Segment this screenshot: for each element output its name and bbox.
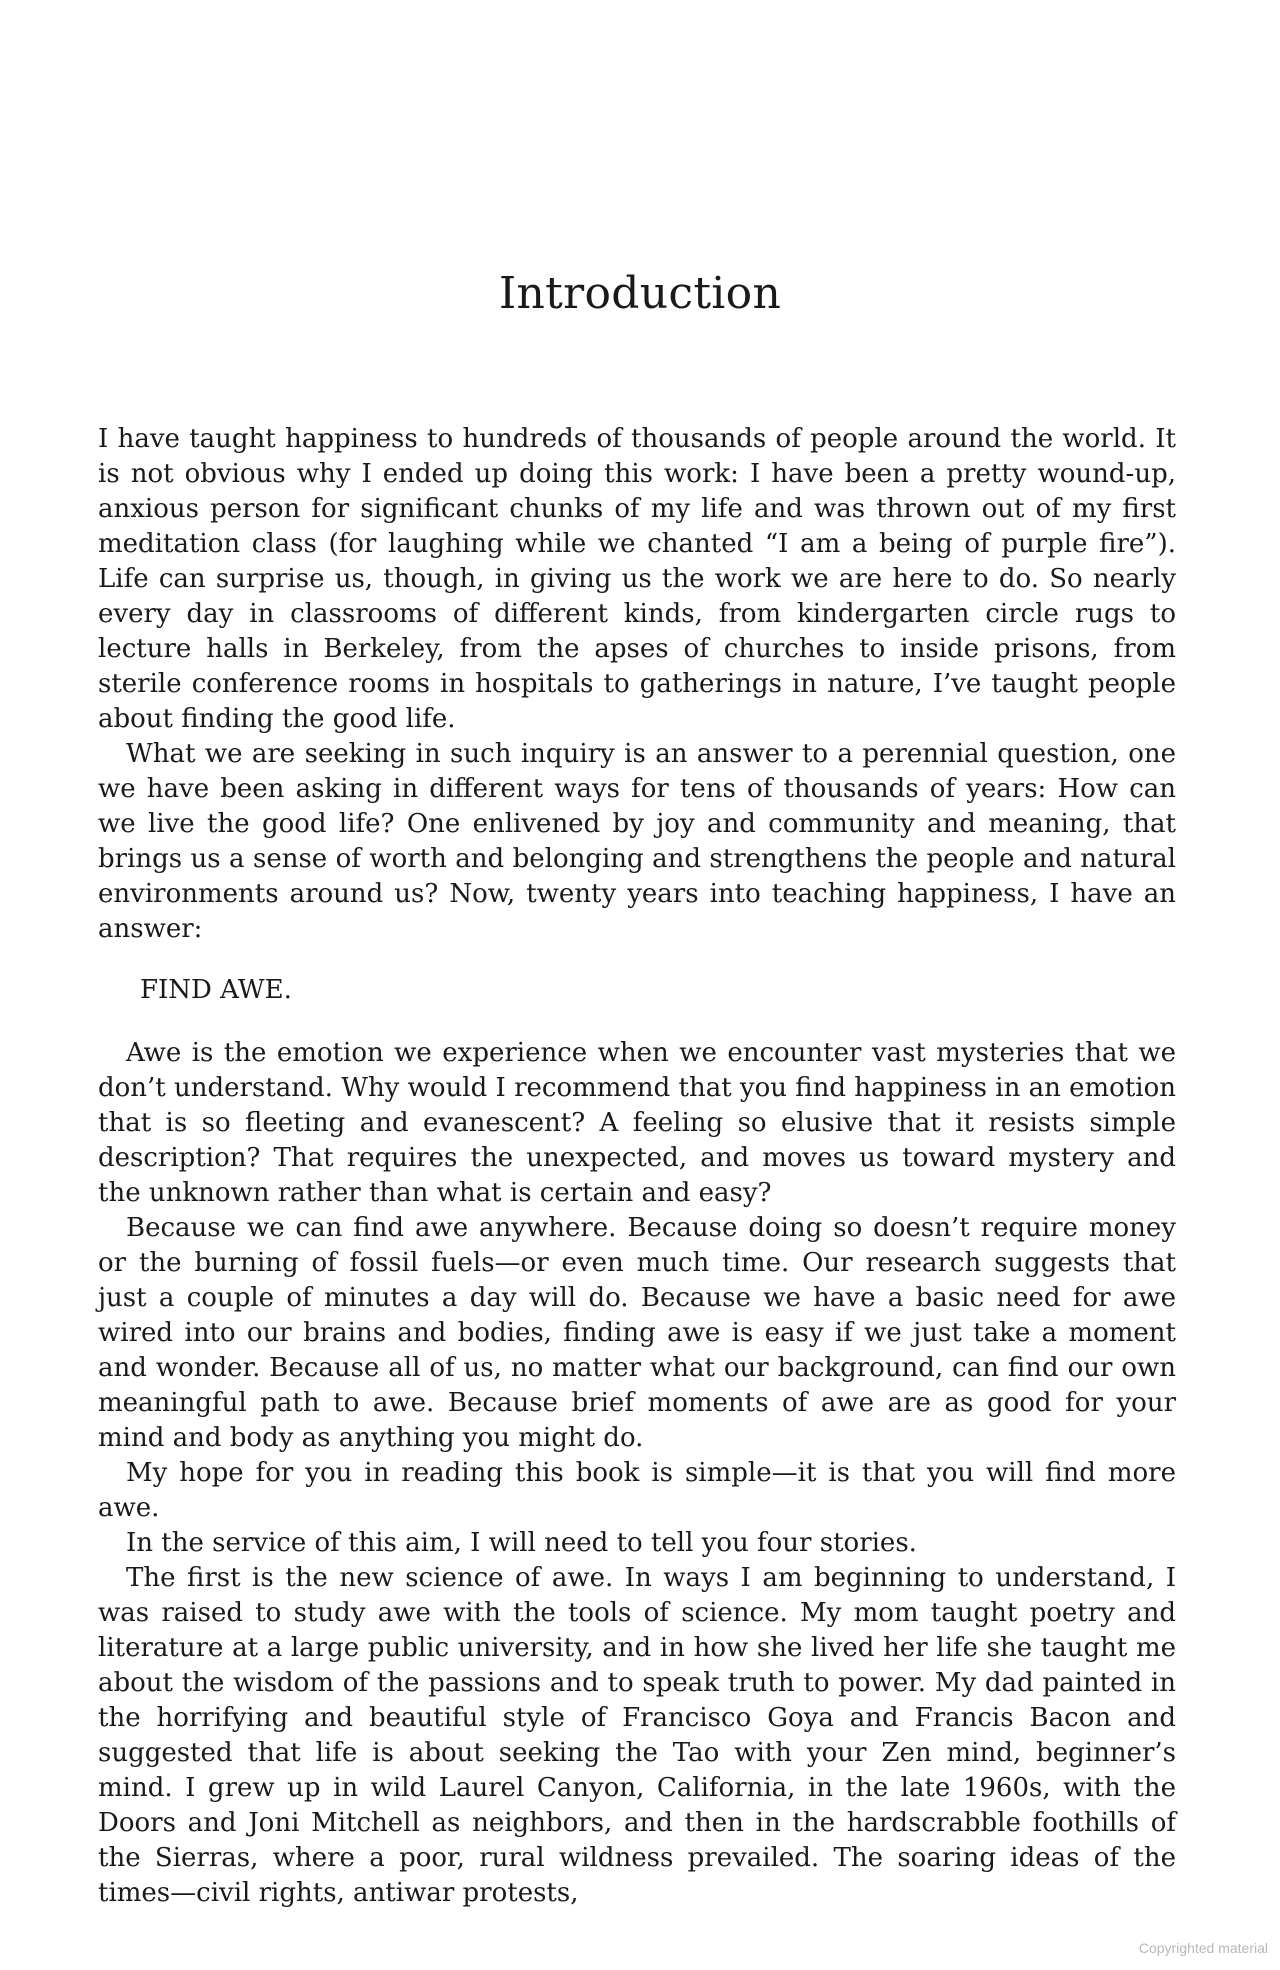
- paragraph: I have taught happiness to hundreds of thousands of people around the world. It is not obvious why I ended up doing this work: I have been a pretty wound-up, anxious person for significant chunks of my life and was thrown out of my first meditation class (for laughing while we chanted “I am a being of purple fire”). Life can surprise us, though, in giving us the work we are here to do. So nearly every day in classrooms of different kinds, from kindergarten circle rugs to lecture halls in Berkeley, from the apses of churches to inside prisons, from sterile conference rooms in hospitals to gatherings in nature, I’ve taught people about finding the good life.: [98, 424, 1176, 734]
- copyright-watermark: Copyrighted material: [1138, 1940, 1268, 1956]
- callout-line: FIND AWE.: [140, 975, 292, 1005]
- paragraph: The first is the new science of awe. In ways I am beginning to understand, I was raised to study awe with the tools of science. My mom taught poetry and literature at a large public university, and in how she lived her life she taught me about the wisdom of the passions and to speak truth to power. My dad painted in the horrifying and beautiful style of Francisco Goya and Francis Bacon and suggested that life is about seeking the Tao with your Zen mind, beginner’s mind. I grew up in wild Laurel Canyon, California, in the late 1960s, with the Doors and Joni Mitchell as neighbors, and then in the hardscrabble foothills of the Sierras, where a poor, rural wildness prevailed. The soaring ideas of the times—civil rights, antiwar protests,: [98, 1563, 1176, 1908]
- body-text: [98, 422, 1176, 1911]
- paragraph: My hope for you in reading this book is simple—it is that you will find more awe.: [98, 1458, 1176, 1523]
- paragraph: Awe is the emotion we experience when we encounter vast mysteries that we don’t understand. Why would I recommend that you find happiness in an emotion that is so fleeting and evanescent? A feeling so elusive that it resists simple description? That requires the unexpected, and moves us toward mystery and the unknown rather than what is certain and easy?: [98, 1038, 1176, 1208]
- paragraph: What we are seeking in such inquiry is an answer to a perennial question, one we have been asking in different ways for tens of thousands of years: How can we live the good life? One enlivened by joy and community and meaning, that brings us a sense of worth and belonging and strengthens the people and natural environments around us? Now, twenty years into teaching happiness, I have an answer:: [98, 739, 1176, 944]
- chapter-title: Introduction: [498, 268, 782, 319]
- paragraph: In the service of this aim, I will need to tell you four stories.: [126, 1528, 917, 1558]
- paragraph: Because we can find awe anywhere. Because doing so doesn’t require money or the burning of fossil fuels—or even much time. Our research suggests that just a couple of minutes a day will do. Because we have a basic need for awe wired into our brains and bodies, finding awe is easy if we just take a moment and wonder. Because all of us, no matter what our background, can find our own meaningful path to awe. Because brief moments of awe are as good for your mind and body as anything you might do.: [98, 1213, 1176, 1453]
